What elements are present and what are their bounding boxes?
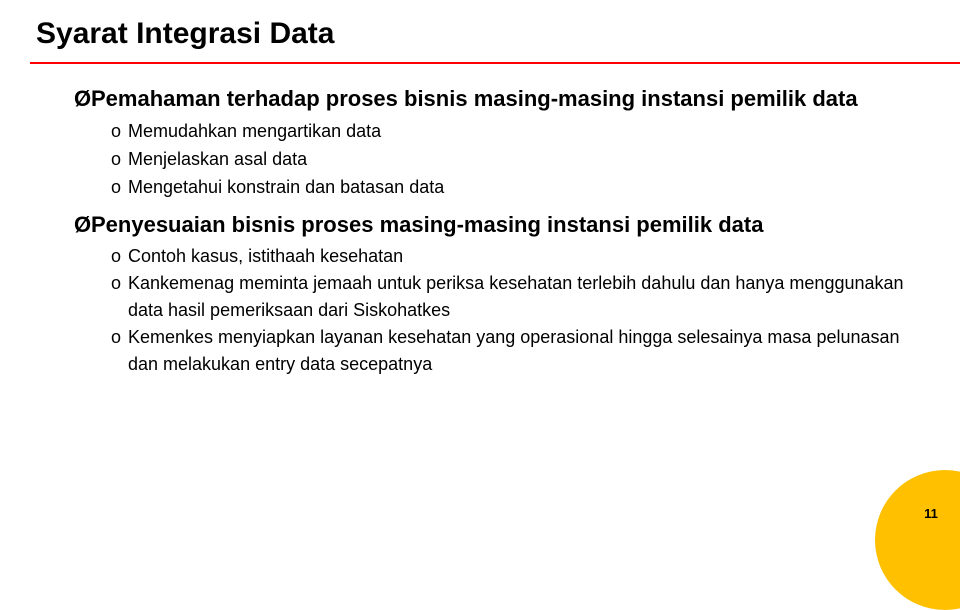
section-business-process xyxy=(74,84,914,201)
list-item-text: Memudahkan mengartikan data xyxy=(128,121,382,141)
section-business-alignment xyxy=(74,210,914,378)
list-item xyxy=(74,117,914,145)
circle-bullet-icon: o xyxy=(111,121,122,141)
section-heading-text: Penyesuaian bisnis proses masing-masing instansi pemilik data xyxy=(91,212,764,237)
circle-bullet-icon: o xyxy=(111,327,122,347)
section-heading xyxy=(74,210,914,239)
circle-bullet-icon: o xyxy=(111,177,122,197)
circle-bullet-icon: o xyxy=(111,273,122,293)
title-rule xyxy=(30,62,960,64)
sub-bullet-list xyxy=(74,117,914,201)
list-item xyxy=(74,145,914,173)
arrow-bullet-icon: Ø xyxy=(74,212,92,237)
section-heading xyxy=(74,84,914,113)
slide-content xyxy=(74,84,914,378)
page-number: 11 xyxy=(924,506,938,521)
list-item xyxy=(74,173,914,201)
list-item-text: Contoh kasus, istithaah kesehatan xyxy=(128,246,404,266)
list-item-text: Menjelaskan asal data xyxy=(128,149,308,169)
page-number-badge xyxy=(875,470,960,610)
arrow-bullet-icon: Ø xyxy=(74,86,92,111)
sub-bullet-list xyxy=(74,243,914,378)
list-item-text: Mengetahui konstrain dan batasan data xyxy=(128,177,445,197)
section-heading-text: Pemahaman terhadap proses bisnis masing-masing instansi pemilik data xyxy=(91,86,858,111)
list-item xyxy=(74,324,914,378)
list-item xyxy=(74,270,914,324)
circle-bullet-icon: o xyxy=(111,246,122,266)
circle-bullet-icon: o xyxy=(111,149,122,169)
list-item-text: Kankemenag meminta jemaah untuk periksa kesehatan terlebih dahulu dan hanya menggunakan data hasil pemeriksaan dari Siskohatkes xyxy=(128,273,904,320)
list-item-text: Kemenkes menyiapkan layanan kesehatan yang operasional hingga selesainya masa pelunasan dan melakukan entry data secepatnya xyxy=(128,327,900,374)
slide-title: Syarat Integrasi Data xyxy=(36,17,335,50)
list-item xyxy=(74,243,914,270)
